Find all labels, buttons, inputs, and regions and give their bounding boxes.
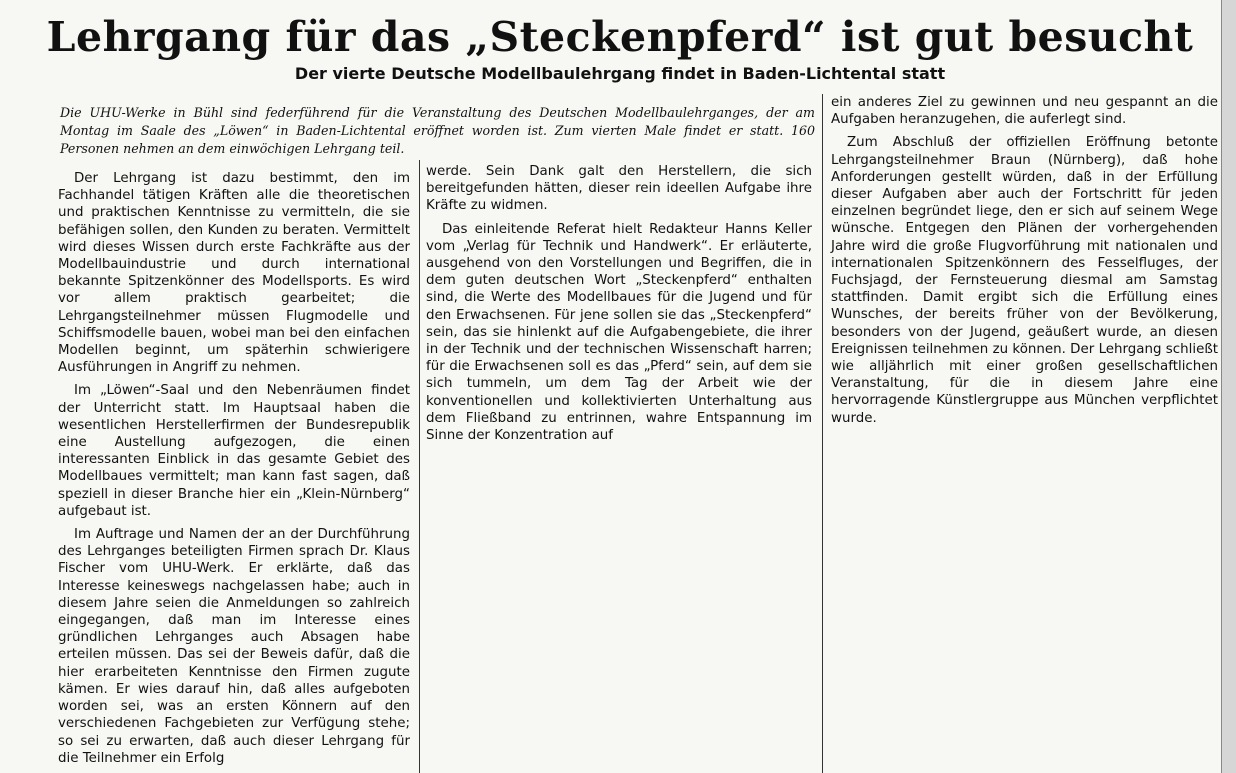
column-2-paragraph: werde. Sein Dank galt den Herstellern, die sich bereitgefunden hätten, dieser rein ideellen Aufgabe ihre Kräfte zu widmen. [426, 164, 812, 214]
intro-paragraph: Die UHU-Werke in Bühl sind federführend für die Veranstaltung des Deutschen Modellbaulehrganges, der am Montag im Saale des „Löwen“ in Baden-Lichtental eröffnet worden ist. Zum vierten Male findet er statt. 160 Personen nehmen an dem einwöchigen Lehrgang teil. [60, 105, 815, 156]
column-2-paragraph: Das einleitende Referat hielt Redakteur Hanns Keller vom „Verlag für Technik und Handwerk“. Er erläuterte, ausgehend von den Vorstellungen und Begriffen, die in dem guten deutschen Wort „Steckenpferd“ enthalten sind, die Werte des Modellbaues für die Jugend und für den Erwachsenen. Für jene sollen sie das „Steckenpferd“ sein, das sie hinlenkt auf die Aufgabengebiete, die ihrer in der Technik und der technischen Wissenschaft harren; für die Erwachsenen soll es das „Pferd“ sein, auf dem sie sich tummeln, um dem Tag der Arbeit wie der konventionellen und kollektivierten Unterhaltung aus dem Fließband zu entrinnen, wahre Entspannung im Sinne der Konzentration auf [426, 221, 812, 444]
article-column-2 [426, 163, 812, 450]
headline: Lehrgang für das „Steckenpferd“ ist gut besucht [46, 13, 1194, 61]
subheadline: Der vierte Deutsche Modellbaulehrgang findet in Baden-Lichtental statt [294, 64, 946, 83]
article-column-1 [58, 170, 410, 773]
column-1-paragraph: Im Auftrage und Namen der an der Durchführung des Lehrganges beteiligten Firmen sprach Dr. Klaus Fischer vom UHU-Werk. Er erklärte, daß das Interesse keineswegs nachgelassen habe; auch in diesem Jahre seien die Anmeldungen so zahlreich eingegangen, daß man im Interesse eines gründlichen Lehrganges auch Absagen habe erteilen müssen. Das sei der Beweis dafür, daß die hier erarbeiteten Kenntnisse den Firmen zugute kämen. Er wies darauf hin, daß alles aufgeboten worden sei, was an ersten Könnern auf den verschiedenen Fachgebieten zur Verfügung stehe; so sei zu erwarten, daß auch dieser Lehrgang für die Teilnehmer ein Erfolg [58, 527, 410, 766]
column-3-paragraph: Zum Abschluß der offiziellen Eröffnung betonte Lehrgangsteilnehmer Braun (Nürnberg), daß hohe Anforderungen gestellt würden, daß in der Erfüllung dieser Aufgaben aber auch der Fortschritt für jeden einzelnen begründet liege, den er sich auf seinem Wege wünsche. Entgegen den Plänen der vorhergehenden Jahre wird die große Flugvorführung mit nationalen und internationalen Spitzenkönnern des Fesselfluges, der Fuchsjagd, der Fernsteuerung diesmal am Samstag stattfinden. Damit ergibt sich die Erfüllung eines Wunsches, der bereits früher von der Bevölkerung, besonders von der Jugend, geäußert wurde, an diesen Ereignissen teilnehmen zu können. Der Lehrgang schließt wie alljährlich mit einer großen gesellschaftlichen Veranstaltung, für die in diesem Jahre eine hervorragende Künstlergruppe aus München verpflichtet wurde. [831, 135, 1218, 426]
column-3-paragraph: ein anderes Ziel zu gewinnen und neu gespannt an die Aufgaben heranzugehen, die auferlegt sind. [831, 95, 1218, 128]
column-divider-2 [822, 94, 823, 773]
page-margin [1222, 0, 1236, 773]
column-1-paragraph: Der Lehrgang ist dazu bestimmt, den im Fachhandel tätigen Kräften alle die theoretischen und praktischen Kenntnisse zu vermitteln, die sie befähigen sollen, den Kunden zu beraten. Vermittelt wird dieses Wissen durch erste Fachkräfte aus der Modellbauindustrie und durch international bekannte Spitzenkönner des Modellsports. Es wird vor allem praktisch gearbeitet; die Lehrgangsteilnehmer müssen Flugmodelle und Schiffsmodelle bauen, wobei man bei den einfachen Modellen beginnt, um späterhin schwierigere Ausführungen in Angriff zu nehmen. [58, 171, 410, 376]
article-column-3 [831, 94, 1218, 433]
column-divider-1 [419, 160, 420, 773]
column-1-paragraph: Im „Löwen“-Saal und den Nebenräumen findet der Unterricht statt. Im Hauptsaal haben die wesentlichen Herstellerfirmen der Bundesrepublik eine Austellung aufgezogen, die einen interessanten Einblick in das gesamte Gebiet des Modellbaues vermittelt; man kann fast sagen, daß speziell in dieser Branche hier ein „Klein-Nürnberg“ aufgebaut ist. [58, 383, 410, 519]
